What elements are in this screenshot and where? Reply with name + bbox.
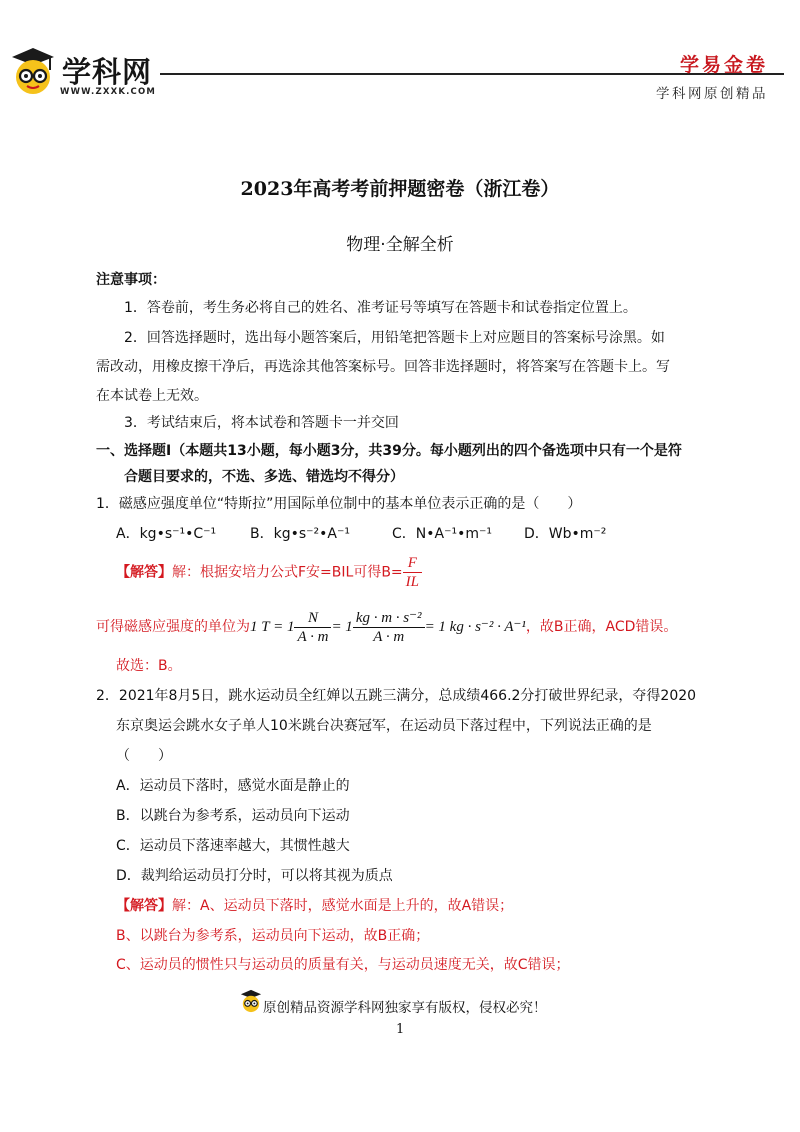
question-2-option-b: B．以跳台为参考系，运动员向下运动 bbox=[116, 808, 350, 824]
answer-text: 解：根据安培力公式F安=BIL可得B= bbox=[172, 564, 403, 581]
formula-fraction bbox=[294, 609, 331, 646]
question-1-option-b: B．kg•s⁻²•A⁻¹ bbox=[250, 526, 350, 542]
brand-title: 学易金卷 bbox=[680, 54, 769, 76]
question-2-stem-cont: 东京奥运会跳水女子单人10米跳台决赛冠军，在运动员下落过程中，下列说法正确的是 bbox=[116, 718, 652, 734]
page-subtitle: 物理·全解全析 bbox=[346, 235, 454, 255]
notice-item-2: 2．回答选择题时，选出每小题答案后，用铅笔把答题卡上对应题目的答案标号涂黑。如 bbox=[124, 330, 665, 346]
formula-part: 1 T = 1 bbox=[250, 619, 295, 635]
page-title: 2023年高考考前押题密卷（浙江卷） bbox=[240, 178, 560, 200]
footer-mascot bbox=[238, 988, 264, 1014]
logo bbox=[6, 44, 60, 98]
formula-fraction bbox=[353, 609, 425, 646]
fraction-denominator: A · m bbox=[297, 628, 329, 645]
notice-item-3: 3．考试结束后，将本试卷和答题卡一并交回 bbox=[124, 415, 399, 431]
mascot-icon bbox=[238, 988, 264, 1014]
notice-item-1: 1．答卷前，考生务必将自己的姓名、准考证号等填写在答题卡和试卷指定位置上。 bbox=[124, 300, 637, 316]
formula-fraction bbox=[403, 554, 422, 591]
question-2-option-a: A．运动员下落时，感觉水面是静止的 bbox=[116, 778, 350, 794]
fraction-numerator: kg · m · s⁻² bbox=[353, 609, 425, 628]
answer-tag: 【解答】 bbox=[116, 564, 172, 581]
question-1-option-a: A．kg•s⁻¹•C⁻¹ bbox=[116, 526, 217, 542]
notice-item-2-end: 在本试卷上无效。 bbox=[96, 388, 208, 404]
fraction-denominator: A · m bbox=[373, 628, 405, 645]
question-2-answer-line-3: C、运动员的惯性只与运动员的质量有关，与运动员速度无关，故C错误； bbox=[116, 957, 570, 973]
fraction-denominator: IL bbox=[405, 574, 419, 590]
logo-text: 学科网 bbox=[62, 55, 153, 89]
answer-text: 可得磁感应强度的单位为 bbox=[96, 619, 250, 635]
question-1-answer-line-2 bbox=[96, 607, 677, 647]
question-2-stem: 2．2021年8月5日，跳水运动员全红婵以五跳三满分，总成绩466.2分打破世界纪录，夺得2020 bbox=[96, 688, 697, 704]
mascot-logo-icon bbox=[6, 44, 60, 98]
brand-subtitle: 学科网原创精品 bbox=[656, 86, 768, 102]
answer-text: 解：A、运动员下落时，感觉水面是上升的，故A错误； bbox=[172, 898, 514, 914]
question-2-answer-line-2: B、以跳台为参考系，运动员向下运动，故B正确； bbox=[116, 928, 430, 944]
answer-tag: 【解答】 bbox=[116, 898, 172, 914]
question-1-option-d: D．Wb•m⁻² bbox=[524, 526, 607, 542]
question-1-answer-line-1 bbox=[116, 554, 422, 591]
answer-text: ，故B正确，ACD错误。 bbox=[525, 619, 678, 635]
question-2-option-d: D．裁判给运动员打分时，可以将其视为质点 bbox=[116, 868, 393, 884]
notice-item-2-cont: 需改动，用橡皮擦干净后，再选涂其他答案标号。回答非选择题时，将答案写在答题卡上。写 bbox=[96, 359, 670, 375]
question-1-choice: 故选：B。 bbox=[116, 658, 182, 674]
question-2-option-c: C．运动员下落速率越大，其惯性越大 bbox=[116, 838, 350, 854]
question-2-stem-end: （ ） bbox=[116, 748, 172, 764]
fraction-numerator: N bbox=[294, 609, 331, 628]
section-heading: 一、选择题Ⅰ（本题共13小题，每小题3分，共39分。每小题列出的四个备选项中只有一个是符 bbox=[96, 443, 682, 459]
fraction-numerator: F bbox=[403, 554, 422, 573]
notice-heading: 注意事项： bbox=[96, 272, 166, 288]
logo-url: WWW.ZXXK.COM bbox=[60, 87, 157, 97]
formula-part: = 1 bbox=[331, 619, 353, 635]
page-number: 1 bbox=[396, 1022, 405, 1037]
footer-copyright: 原创精品资源学科网独家享有版权，侵权必究！ bbox=[263, 1000, 547, 1016]
section-heading-cont: 合题目要求的，不选、多选、错选均不得分） bbox=[124, 469, 404, 485]
question-2-answer-line-1 bbox=[116, 896, 513, 916]
formula-part: = 1 kg · s⁻² · A⁻¹ bbox=[424, 619, 526, 635]
question-1-option-c: C．N•A⁻¹•m⁻¹ bbox=[392, 526, 492, 542]
question-1-stem: 1．磁感应强度单位“特斯拉”用国际单位制中的基本单位表示正确的是（ ） bbox=[96, 496, 582, 512]
